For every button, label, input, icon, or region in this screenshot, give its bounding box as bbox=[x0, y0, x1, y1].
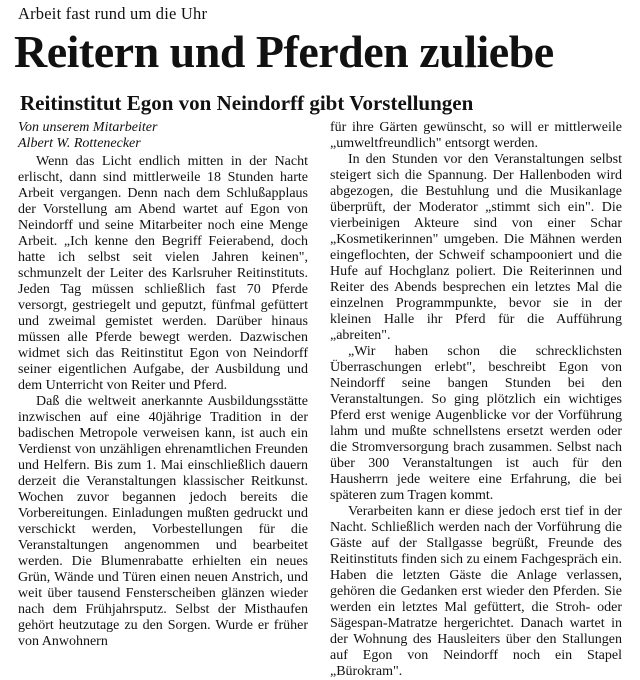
article-column-right bbox=[330, 120, 622, 680]
article-kicker: Arbeit fast rund um die Uhr bbox=[18, 4, 208, 23]
article-subheadline: Reitinstitut Egon von Neindorff gibt Vorstellungen bbox=[20, 91, 474, 115]
paragraph: In den Stunden vor den Veranstaltungen selbst steigert sich die Spannung. Der Hallenboden wird abgezogen, die Bestuhlung und die Musikanlage überprüft, der Moderator „stimmt sich ein". Die vierbeinigen Akteure sind von einer Schar „Kosmetikerinnen" umgeben. Die Mähnen werden eingeflochten, der Schweif schampooniert und die Hufe auf Hochglanz poliert. Die Reiterinnen und Reiter des Abends besprechen ein letztes Mal die einzelnen Programmpunkte, bevor sie in der kleinen Halle ihr Pferd für die Aufführung „abreiten". bbox=[330, 152, 622, 343]
paragraph: „Wir haben schon die schrecklichsten Überraschungen erlebt", beschreibt Egon von Neindorff seine bangen Stunden bei den Veranstaltungen. So ging plötzlich ein wichtiges Pferd erst wenige Augenblicke vor der Vorführung lahm und mußte schnellstens ersetzt werden oder die Stromversorgung brach zusammen. Selbst nach über 300 Veranstaltungen ist auch für den Hausherrn jede weitere eine Erfahrung, die bei späteren zum Tragen kommt. bbox=[330, 344, 622, 503]
byline-author: Albert W. Rottenecker bbox=[18, 136, 141, 151]
paragraph: Daß die weltweit anerkannte Ausbildungsstätte inzwischen auf eine 40jährige Tradition in der badischen Metropole verweisen kann, ist auch ein Verdienst von unzähligen ehrenamtlichen Freunden und Helfern. Bis zum 1. Mai einschließlich dauern derzeit die Veranstaltungen klassischer Reitkunst. Wochen zuvor begannen jedoch bereits die Vorbereitungen. Einladungen mußten gedruckt und verschickt werden, Vorbestellungen für die Veranstaltungen angenommen und bearbeitet werden. Die Blumenrabatte erhielten ein neues Grün, Wände und Türen einen neuen Anstrich, und weit über tausend Fensterscheiben glänzen wieder nach dem Frühjahrsputz. Selbst der Misthaufen gehört heutzutage zu den Sorgen. Wurde er früher von Anwohnern bbox=[18, 394, 308, 649]
article-column-left bbox=[18, 120, 308, 650]
paragraph: Verarbeiten kann er diese jedoch erst tief in der Nacht. Schließlich werden nach der Vorführung die Gäste auf der Stallgasse begrüßt, Freunde des Reitinstituts finden sich zu einem Fachgespräch ein. Haben die letzten Gäste die Anlage verlassen, gehören die Gedanken erst wieder den Pferden. Sie werden ein letztes Mal gefüttert, die Stroh- oder Sägespan-Matratze hergerichtet. Danach wartet in der Wohnung des Hausleiters über den Stallungen auf Egon von Neindorff noch ein Stapel „Bürokram". bbox=[330, 504, 622, 679]
paragraph: Wenn das Licht endlich mitten in der Nacht erlischt, dann sind mittlerweile 18 Stunden harte Arbeit vergangen. Denn nach dem Schlußapplaus der Vorstellung am Abend wartet auf Egon von Neindorff und seine Mitarbeiter noch eine Menge Arbeit. „Ich kenne den Begriff Feierabend, doch hatte ich selbst seit vielen Jahren keinen", schmunzelt der Leiter des Karlsruher Reitinstituts. Jeden Tag müssen schließlich fast 70 Pferde versorgt, gestriegelt und geputzt, fünfmal gefüttert und zweimal gemistet werden. Darüber hinaus müssen alle Pferde bewegt werden. Dazwischen widmet sich das Reitinstitut Egon von Neindorff seiner eigentlichen Aufgabe, der Ausbildung und dem Unterricht von Reiter und Pferd. bbox=[18, 154, 308, 393]
article-headline: Reitern und Pferden zuliebe bbox=[14, 26, 554, 77]
byline-line-1: Von unserem Mitarbeiter bbox=[18, 120, 158, 135]
paragraph: für ihre Gärten gewünscht, so will er mittlerweile „umweltfreundlich" entsorgt werden. bbox=[330, 120, 622, 151]
